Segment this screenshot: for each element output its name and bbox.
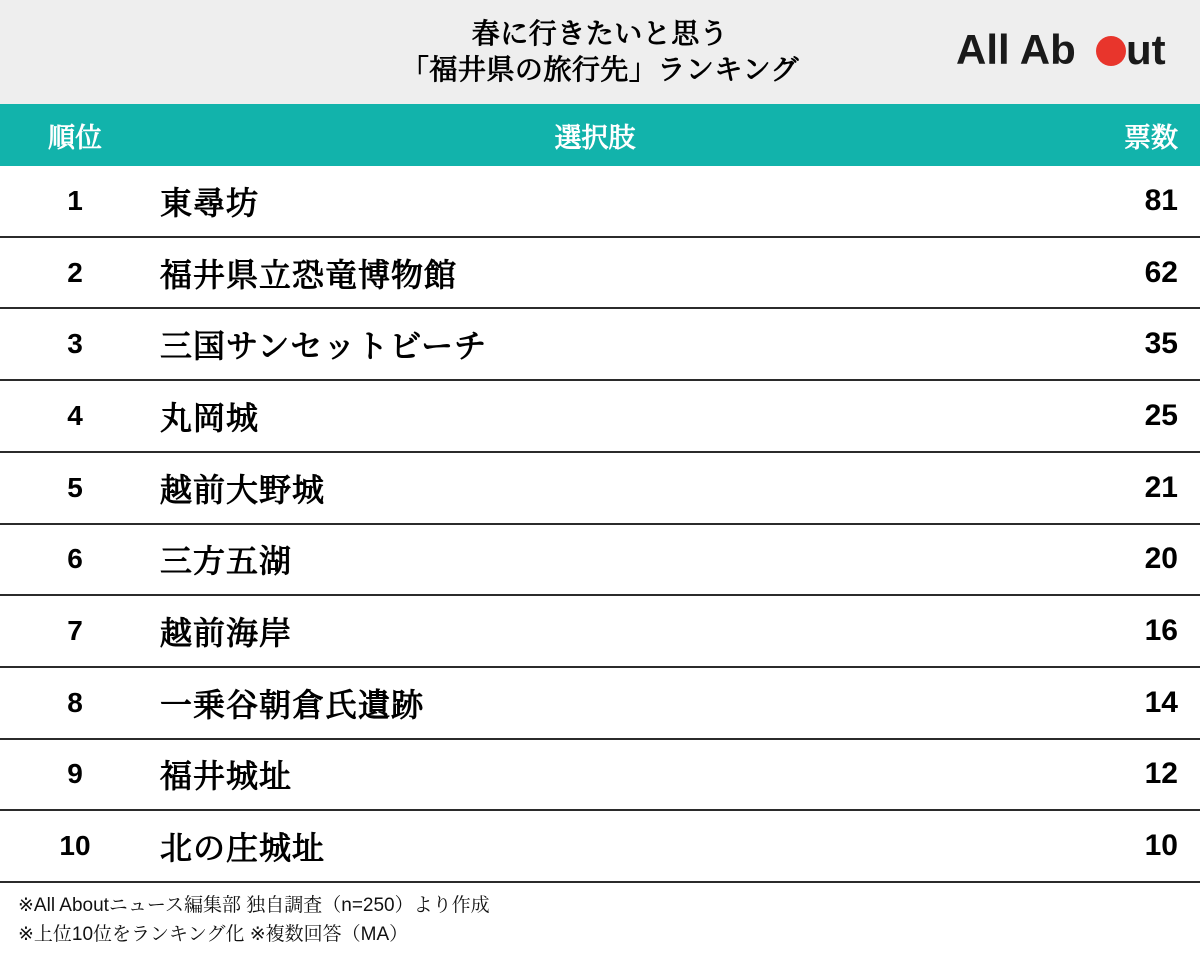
row-votes: 21 <box>1144 470 1178 504</box>
footnote-line-2: ※上位10位をランキング化 ※複数回答（MA） <box>18 924 409 946</box>
ranking-table-body <box>0 166 1200 883</box>
row-choice: 越前海岸 <box>160 615 293 652</box>
column-header-rank: 順位 <box>48 122 102 153</box>
page-title <box>401 16 799 88</box>
row-rank: 9 <box>67 758 83 790</box>
row-choice: 一乗谷朝倉氏遺跡 <box>160 686 425 723</box>
row-votes: 25 <box>1144 398 1178 432</box>
row-choice: 越前大野城 <box>160 471 326 508</box>
row-rank: 1 <box>67 184 83 216</box>
row-rank: 3 <box>67 328 83 360</box>
table-row <box>0 453 1200 525</box>
table-row <box>0 238 1200 310</box>
title-line-2: 「福井県の旅行先」ランキング <box>400 54 800 85</box>
svg-text:All Ab: All Ab <box>956 26 1076 73</box>
table-header-row <box>0 104 1200 166</box>
row-rank: 2 <box>67 256 83 288</box>
column-header-choice: 選択肢 <box>554 122 636 153</box>
row-rank: 5 <box>67 471 83 503</box>
row-choice: 福井城址 <box>160 758 293 795</box>
row-choice: 東尋坊 <box>160 184 260 221</box>
footnote-line-1: ※All Aboutニュース編集部 独自調査（n=250）より作成 <box>18 895 490 916</box>
row-choice: 三国サンセットビーチ <box>160 328 488 365</box>
row-votes: 20 <box>1144 542 1178 576</box>
row-rank: 8 <box>67 686 83 718</box>
table-row <box>0 525 1200 597</box>
row-votes: 81 <box>1144 183 1178 217</box>
title-line-1: 春に行きたいと思う <box>471 18 729 50</box>
row-votes: 12 <box>1144 757 1178 791</box>
table-row <box>0 381 1200 453</box>
row-votes: 62 <box>1144 255 1178 289</box>
row-rank: 4 <box>67 399 83 431</box>
row-votes: 10 <box>1144 829 1178 863</box>
row-rank: 7 <box>67 615 83 647</box>
table-row <box>0 596 1200 668</box>
header <box>0 0 1200 104</box>
row-votes: 16 <box>1144 614 1178 648</box>
all-about-logo <box>956 26 1174 78</box>
row-votes: 14 <box>1144 685 1178 719</box>
row-choice: 北の庄城址 <box>160 830 326 867</box>
table-row <box>0 668 1200 740</box>
svg-text:ut: ut <box>1126 26 1166 73</box>
row-rank: 6 <box>67 543 83 575</box>
row-choice: 丸岡城 <box>160 399 260 436</box>
row-votes: 35 <box>1144 327 1178 361</box>
table-row <box>0 166 1200 238</box>
table-row <box>0 811 1200 883</box>
column-header-votes: 票数 <box>1124 122 1178 153</box>
table-row <box>0 740 1200 812</box>
row-choice: 三方五湖 <box>160 543 293 580</box>
table-row <box>0 309 1200 381</box>
footnotes <box>0 883 1200 961</box>
row-choice: 福井県立恐竜博物館 <box>160 256 458 293</box>
row-rank: 10 <box>59 830 91 862</box>
